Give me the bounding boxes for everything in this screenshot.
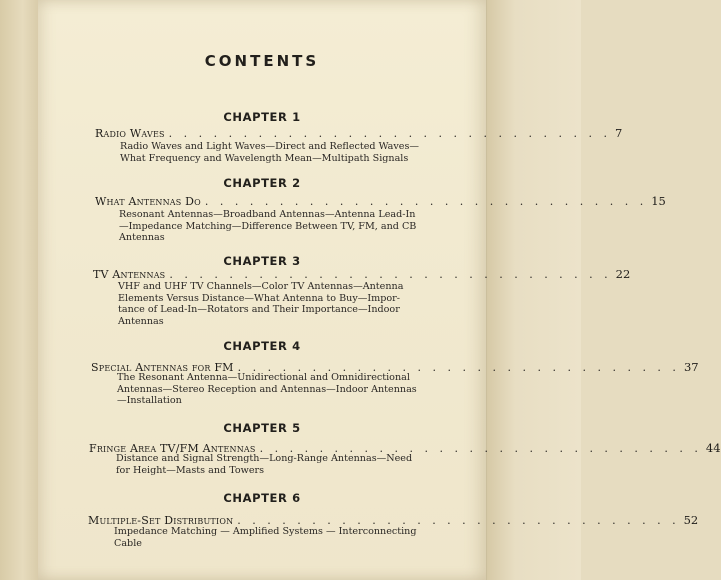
- chapter-4-leader: . . . . . . . . . . . . . . . . . . . . . . . . . . . . . .: [237, 361, 680, 374]
- chapter-4-line-3: —Installation: [117, 395, 182, 407]
- chapter-6-title: Multiple-Set Distribution: [88, 514, 234, 527]
- chapter-1-heading: CHAPTER 1: [223, 110, 301, 124]
- right-page-edge: [486, 0, 581, 580]
- chapter-3-entry: [93, 267, 631, 281]
- chapter-5-line-2: for Height—Masts and Towers: [116, 464, 265, 476]
- chapter-1-line-2: What Frequency and Wavelength Mean—Multipath Signals: [120, 152, 409, 164]
- chapter-3-heading: CHAPTER 3: [223, 254, 301, 268]
- chapter-2-entry: [95, 194, 666, 208]
- chapter-1-title: Radio Waves: [95, 127, 165, 140]
- chapter-6-description: [114, 526, 417, 549]
- chapter-4-title: Special Antennas for FM: [91, 361, 234, 374]
- chapter-1-page: 7: [614, 126, 623, 140]
- chapter-2-page: 15: [651, 194, 666, 208]
- chapter-2-line-3: Antennas: [119, 232, 165, 244]
- chapter-2-leader: . . . . . . . . . . . . . . . . . . . . . . . . . . . . . .: [204, 195, 648, 208]
- chapter-3-title: TV Antennas: [93, 268, 166, 281]
- chapter-6-entry: [88, 513, 699, 527]
- chapter-3-line-4: Antennas: [118, 315, 164, 327]
- chapter-1-leader: . . . . . . . . . . . . . . . . . . . . . . . . . . . . . .: [168, 127, 611, 140]
- chapter-3-line-3: tance of Lead-In—Rotators and Their Importance—Indoor: [118, 304, 400, 316]
- chapter-1-line-1: Radio Waves and Light Waves—Direct and Reflected Waves—: [120, 141, 419, 152]
- chapter-1-description: [120, 141, 419, 164]
- chapter-5-heading: CHAPTER 5: [223, 421, 301, 435]
- chapter-6-page: 52: [683, 513, 699, 527]
- chapter-3-description: [118, 281, 403, 327]
- chapter-4-line-2: Antennas—Stereo Reception and Antennas—Indoor Antennas: [117, 383, 417, 395]
- chapter-2-title: What Antennas Do: [95, 195, 201, 208]
- left-page-edge: [0, 0, 39, 580]
- chapter-4-line-1: The Resonant Antenna—Unidirectional and Omnidirectional: [117, 372, 410, 383]
- chapter-1-entry: [95, 126, 623, 140]
- contents-title: CONTENTS: [204, 52, 320, 70]
- chapter-4-page: 37: [683, 360, 699, 374]
- chapter-3-line-2: Elements Versus Distance—What Antenna to Buy—Impor-: [118, 292, 400, 304]
- chapter-4-description: [117, 372, 417, 407]
- chapter-6-line-1: Impedance Matching — Amplified Systems — Interconnecting: [114, 526, 417, 537]
- chapter-2-heading: CHAPTER 2: [223, 176, 301, 190]
- chapter-2-line-2: —Impedance Matching—Difference Between TV, FM, and CB: [119, 220, 417, 232]
- chapter-5-title: Fringe Area TV/FM Antennas: [89, 442, 256, 455]
- chapter-6-heading: CHAPTER 6: [223, 491, 301, 505]
- chapter-6-line-2: Cable: [114, 537, 142, 549]
- chapter-5-page: 44: [705, 441, 721, 455]
- chapter-3-page: 22: [615, 267, 631, 281]
- chapter-4-heading: CHAPTER 4: [223, 339, 301, 353]
- chapter-3-leader: . . . . . . . . . . . . . . . . . . . . . . . . . . . . . .: [169, 268, 612, 281]
- chapter-2-description: [119, 209, 416, 244]
- chapter-3-line-1: VHF and UHF TV Channels—Color TV Antennas—Antenna: [118, 281, 404, 292]
- chapter-2-line-1: Resonant Antennas—Broadband Antennas—Antenna Lead-In: [119, 209, 416, 220]
- chapter-5-description: [116, 453, 412, 476]
- chapter-6-leader: . . . . . . . . . . . . . . . . . . . . . . . . . . . . . .: [237, 514, 680, 527]
- chapter-5-leader: . . . . . . . . . . . . . . . . . . . . . . . . . . . . . .: [259, 442, 702, 455]
- chapter-5-line-1: Distance and Signal Strength—Long-Range Antennas—Need: [116, 453, 413, 464]
